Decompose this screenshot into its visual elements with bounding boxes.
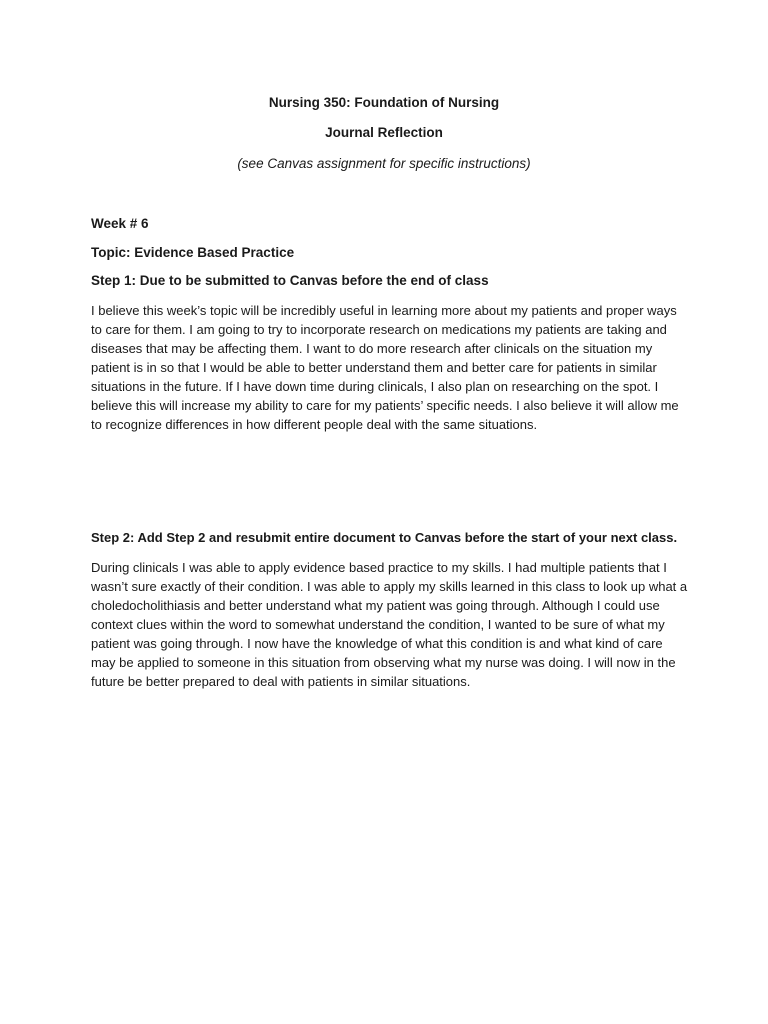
paragraph-line: to recognize differences in how different people deal with the same situations. (91, 417, 538, 432)
topic-label: Topic: Evidence Based Practice (91, 245, 295, 260)
paragraph-line: may be applied to someone in this situation from observing what my nurse was doing. I will now in the (91, 655, 676, 670)
step2-heading: Step 2: Add Step 2 and resubmit entire document to Canvas before the start of your next class. (91, 530, 678, 545)
paragraph-line: diseases that may be affecting them. I want to do more research after clinicals on the situation my (91, 341, 653, 356)
paragraph-line: patient is in so that I would be able to better understand them and better care for patients in similar (91, 360, 657, 375)
instructions-note: (see Canvas assignment for specific instructions) (237, 156, 531, 171)
paragraph-line: patient was going through. I now have the knowledge of what this condition is and what kind of care (91, 636, 663, 651)
paragraph-line: situations in the future. If I have down time during clinicals, I also plan on researching on the spot. I (91, 379, 659, 394)
course-title: Nursing 350: Foundation of Nursing (268, 95, 500, 110)
paragraph-line: I believe this week’s topic will be incredibly useful in learning more about my patients and proper ways (91, 303, 677, 318)
paragraph-line: to care for them. I am going to try to incorporate research on medications my patients are taking and (91, 322, 667, 337)
paragraph-line: believe this will increase my ability to care for my patients’ specific needs. I also believe it will allow me (91, 398, 679, 413)
paragraph-line: context clues within the word to somewhat understand the condition, I wanted to be sure of what my (91, 617, 665, 632)
paragraph-line: wasn’t sure exactly of their condition. I was able to apply my skills learned in this class to look up what a (91, 579, 688, 594)
paragraph-line: During clinicals I was able to apply evidence based practice to my skills. I had multiple patients that I (91, 560, 667, 575)
paragraph-line: future be better prepared to deal with patients in similar situations. (91, 674, 471, 689)
step1-paragraph (91, 301, 691, 434)
paragraph-line: choledocholithiasis and better understand what my patient was going through. Although I could use (91, 598, 660, 613)
step1-heading: Step 1: Due to be submitted to Canvas before the end of class (91, 273, 489, 288)
week-label: Week # 6 (91, 216, 149, 231)
document-title: Journal Reflection (325, 125, 443, 140)
step2-paragraph (91, 558, 691, 691)
